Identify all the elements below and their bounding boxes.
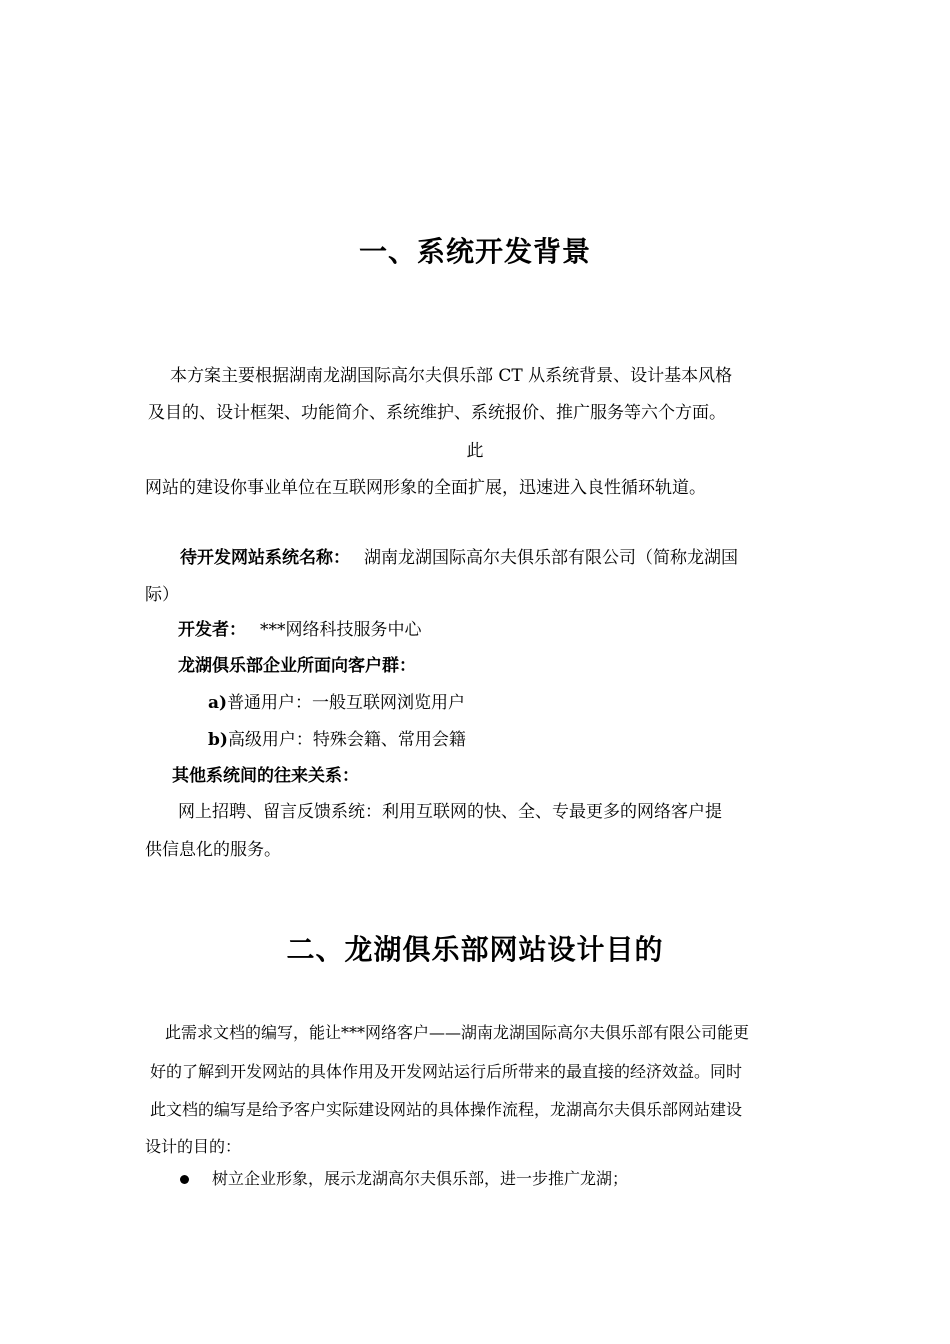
customer-item-a: [208, 691, 465, 715]
section-2-heading: 二、龙湖俱乐部网站设计目的: [286, 933, 664, 966]
customers-label: 龙湖俱乐部企业所面向客户群：: [178, 656, 416, 676]
site-name-row: [180, 546, 738, 570]
developer-row: [178, 618, 422, 642]
customer-item-b-marker: b): [208, 730, 228, 750]
relations-line-1: 网上招聘、留言反馈系统：利用互联网的快、全、专最更多的网络客户提: [178, 802, 722, 822]
intro-line-1: 本方案主要根据湖南龙湖国际高尔夫俱乐部 CT 从系统背景、设计基本风格: [170, 366, 733, 386]
customer-item-b: [208, 728, 466, 752]
purpose-line-1: 此需求文档的编写，能让***网络客户——湖南龙湖国际高尔夫俱乐部有限公司能更: [165, 1023, 750, 1042]
customer-item-a-marker: a): [208, 693, 228, 713]
customer-item-a-text: 普通用户：一般互联网浏览用户: [227, 693, 466, 713]
purpose-line-4: 设计的目的：: [145, 1137, 242, 1156]
developer-label: 开发者：: [178, 620, 246, 640]
purpose-bullet-1: 树立企业形象，展示龙湖高尔夫俱乐部，进一步推广龙湖；: [212, 1169, 629, 1188]
purpose-line-3: 此文档的编写是给予客户实际建设网站的具体操作流程，龙湖高尔夫俱乐部网站建设: [150, 1100, 743, 1119]
customer-item-b-text: 高级用户：特殊会籍、常用会籍: [227, 730, 466, 750]
purpose-line-2: 好的了解到开发网站的具体作用及开发网站运行后所带来的最直接的经济效益。同时: [150, 1062, 743, 1081]
section-1-heading: 一、系统开发背景: [358, 235, 591, 268]
site-name-value: 湖南龙湖国际高尔夫俱乐部有限公司（简称龙湖国: [364, 548, 738, 568]
relations-line-2: 供信息化的服务。: [145, 840, 281, 860]
site-name-label: 待开发网站系统名称：: [180, 548, 350, 568]
site-name-value-continued: 际）: [145, 585, 179, 605]
intro-line-4: 网站的建设你事业单位在互联网形象的全面扩展，迅速进入良性循环轨道。: [145, 478, 706, 498]
intro-line-3: 此: [466, 441, 484, 461]
relations-label: 其他系统间的往来关系：: [172, 766, 359, 786]
intro-line-2: 及目的、设计框架、功能简介、系统维护、系统报价、推广服务等六个方面。: [148, 403, 726, 423]
bullet-dot-icon: [180, 1175, 189, 1184]
developer-value: ***网络科技服务中心: [260, 620, 422, 640]
